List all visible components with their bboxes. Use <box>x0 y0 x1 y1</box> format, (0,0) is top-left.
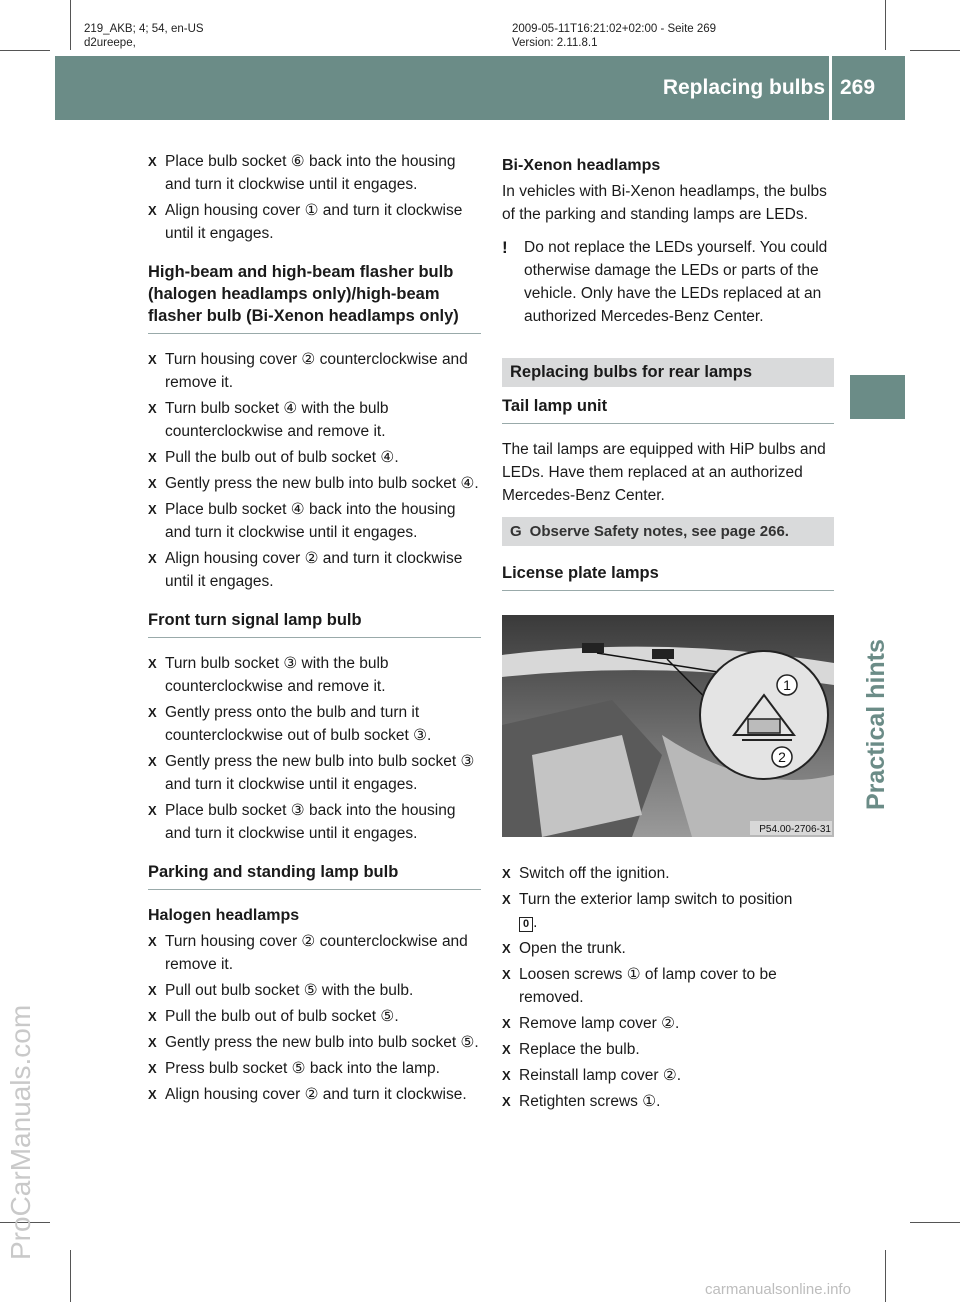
step-text: Turn bulb socket ③ with the bulb counterclockwise and remove it. <box>165 655 389 695</box>
step-marker-icon: X <box>148 1087 157 1102</box>
step-text: Align housing cover ① and turn it clockwise until it engages. <box>165 202 463 242</box>
step-item <box>148 472 481 495</box>
step-text: Open the trunk. <box>519 940 626 957</box>
step-marker-icon: X <box>502 967 511 982</box>
step-text: Switch off the ignition. <box>519 865 670 882</box>
step-item <box>148 930 481 976</box>
step-item <box>148 1083 481 1106</box>
step-item <box>148 498 481 544</box>
step-text: Gently press the new bulb into bulb socket ③ and turn it clockwise until it engages. <box>165 753 475 793</box>
step-marker-icon: X <box>148 203 157 218</box>
subheading: Bi-Xenon headlamps <box>502 157 661 174</box>
section-heading: Front turn signal lamp bulb <box>148 609 481 638</box>
left-column <box>148 150 481 1109</box>
crop-mark <box>70 0 71 50</box>
step-marker-icon: X <box>502 1068 511 1083</box>
section-heading: Parking and standing lamp bulb <box>148 861 481 890</box>
page-number: 269 <box>840 76 876 99</box>
step-item <box>148 750 481 796</box>
step-marker-icon: X <box>148 803 157 818</box>
step-text: Turn housing cover ② counterclockwise and remove it. <box>165 933 468 973</box>
step-item <box>148 446 481 469</box>
step-text: Turn bulb socket ④ with the bulb counterclockwise and remove it. <box>165 400 389 440</box>
warning-box <box>502 517 834 546</box>
step-marker-icon: X <box>502 1094 511 1109</box>
warning-triangle-icon: G <box>510 523 522 540</box>
watermark-bottom: carmanualsonline.info <box>705 1281 851 1298</box>
watermark-left <box>5 500 45 1260</box>
step-text: Align housing cover ② and turn it clockwise. <box>165 1086 467 1103</box>
meta-line: 219_AKB; 4; 54, en-US <box>84 23 204 35</box>
step-text: Retighten screws ①. <box>519 1093 661 1110</box>
meta-line: d2ureepe, <box>84 37 136 49</box>
step-text: Press bulb socket ⑤ back into the lamp. <box>165 1060 440 1077</box>
exclamation-icon: ! <box>502 238 508 257</box>
step-item <box>502 937 834 960</box>
crop-mark <box>70 1250 71 1302</box>
step-item <box>148 701 481 747</box>
crop-mark <box>910 50 960 51</box>
notice-text: Do not replace the LEDs yourself. You could otherwise damage the LEDs or parts of the vehicle. Only have the LEDs replaced at an authorized Mercedes-Benz Center. <box>524 239 828 325</box>
step-text: Pull out bulb socket ⑤ with the bulb. <box>165 982 414 999</box>
step-item <box>148 150 481 196</box>
step-marker-icon: X <box>148 450 157 465</box>
step-text: Turn the exterior lamp switch to position <box>519 891 793 908</box>
header-divider <box>829 56 832 120</box>
chapter-label-text: Practical hints <box>862 639 890 810</box>
paragraph: In vehicles with Bi-Xenon headlamps, the bulbs of the parking and standing lamps are LEDs. <box>502 183 827 223</box>
step-item <box>502 1064 834 1087</box>
step-marker-icon: X <box>148 502 157 517</box>
step-item <box>502 1012 834 1035</box>
step-text: Place bulb socket ④ back into the housing and turn it clockwise until it engages. <box>165 501 456 541</box>
step-marker-icon: X <box>148 934 157 949</box>
step-item <box>148 979 481 1002</box>
step-marker-icon: X <box>148 352 157 367</box>
section-heading: Tail lamp unit <box>502 395 834 424</box>
right-column <box>502 150 834 1116</box>
step-item <box>148 397 481 443</box>
step-marker-icon: X <box>148 551 157 566</box>
step-marker-icon: X <box>148 401 157 416</box>
step-text: Place bulb socket ③ back into the housing and turn it clockwise until it engages. <box>165 802 456 842</box>
crop-mark <box>885 1250 886 1302</box>
step-text: Gently press the new bulb into bulb socket ⑤. <box>165 1034 479 1051</box>
photo-code: P54.00-2706-31 <box>759 824 831 835</box>
print-meta-right <box>512 22 716 50</box>
subheading: Halogen headlamps <box>148 907 300 924</box>
step-item <box>148 799 481 845</box>
step-marker-icon: X <box>148 656 157 671</box>
crop-mark <box>0 50 50 51</box>
meta-line: Version: 2.11.8.1 <box>512 37 598 49</box>
step-marker-icon: X <box>148 476 157 491</box>
license-plate-lamp-photo <box>502 615 834 837</box>
step-marker-icon: X <box>148 705 157 720</box>
step-marker-icon: X <box>148 1061 157 1076</box>
step-text: Loosen screws ① of lamp cover to be removed. <box>519 966 777 1006</box>
step-item <box>148 1005 481 1028</box>
step-item <box>148 1057 481 1080</box>
callout-1-label: 1 <box>783 677 791 693</box>
chapter-label <box>862 430 902 830</box>
step-item <box>502 862 834 885</box>
step-text: Pull the bulb out of bulb socket ④. <box>165 449 399 466</box>
step-text: Replace the bulb. <box>519 1041 640 1058</box>
step-marker-icon: X <box>502 941 511 956</box>
chapter-section-title: Replacing bulbs for rear lamps <box>502 358 834 387</box>
step-marker-icon: X <box>148 1009 157 1024</box>
step-text: Turn housing cover ② counterclockwise and remove it. <box>165 351 468 391</box>
step-text: Place bulb socket ⑥ back into the housing and turn it clockwise until it engages. <box>165 153 456 193</box>
paragraph: The tail lamps are equipped with HiP bulbs and LEDs. Have them replaced at an authorized Mercedes-Benz Center. <box>502 441 826 504</box>
step-item <box>502 1090 834 1113</box>
step-text: Align housing cover ② and turn it clockwise until it engages. <box>165 550 463 590</box>
step-text: Gently press the new bulb into bulb socket ④. <box>165 475 479 492</box>
page-title: Replacing bulbs <box>662 76 825 99</box>
step-marker-icon: X <box>148 754 157 769</box>
crop-mark <box>910 1222 960 1223</box>
step-text: Remove lamp cover ②. <box>519 1015 680 1032</box>
section-heading: High-beam and high-beam flasher bulb (halogen headlamps only)/high-beam flasher bulb (Bi-Xenon headlamps only) <box>148 261 481 334</box>
step-marker-icon: X <box>148 1035 157 1050</box>
watermark-text: ProCarManuals.com <box>5 1004 36 1260</box>
step-item <box>148 547 481 593</box>
warning-text: Observe Safety notes, see page 266. <box>529 523 789 540</box>
chapter-tab <box>850 375 905 419</box>
notice <box>502 236 834 328</box>
meta-line: 2009-05-11T16:21:02+02:00 - Seite 269 <box>512 23 717 35</box>
step-marker-icon: X <box>502 866 511 881</box>
step-item <box>148 652 481 698</box>
step-marker-icon: X <box>148 154 157 169</box>
step-item <box>148 348 481 394</box>
step-text: Reinstall lamp cover ②. <box>519 1067 682 1084</box>
step-item <box>502 1038 834 1061</box>
print-meta-left <box>84 22 204 50</box>
crop-mark <box>885 0 886 50</box>
section-heading: License plate lamps <box>502 562 834 591</box>
step-item <box>148 199 481 245</box>
step-marker-icon: X <box>502 1016 511 1031</box>
callout-2-label: 2 <box>778 749 786 765</box>
step-item: X Turn the exterior lamp switch to position 0 . <box>502 888 834 934</box>
step-marker-icon: X <box>148 983 157 998</box>
step-item <box>148 1031 481 1054</box>
step-text: Pull the bulb out of bulb socket ⑤. <box>165 1008 399 1025</box>
step-text: Gently press onto the bulb and turn it counterclockwise out of bulb socket ③. <box>165 704 432 744</box>
step-marker-icon: X <box>502 1042 511 1057</box>
step-item <box>502 963 834 1009</box>
switch-position-icon: 0 <box>519 917 533 932</box>
step-marker-icon: X <box>502 892 511 907</box>
